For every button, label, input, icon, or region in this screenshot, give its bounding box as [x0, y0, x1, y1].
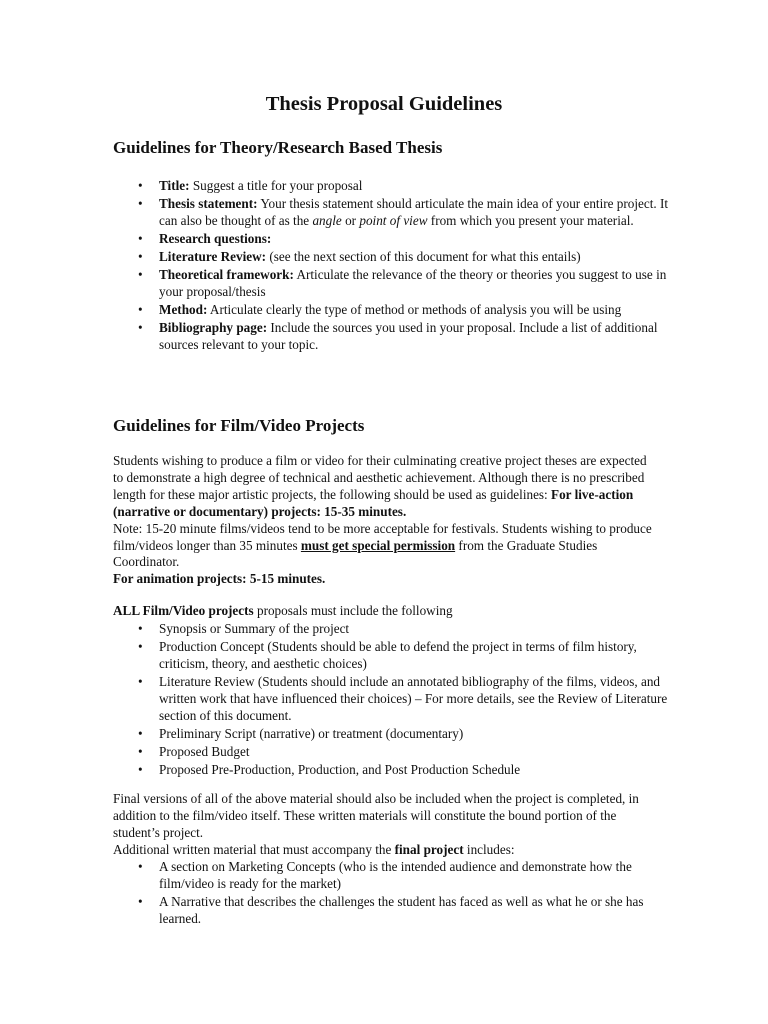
- list-item: • Research questions:: [113, 230, 673, 247]
- page-title: Thesis Proposal Guidelines: [265, 93, 503, 115]
- list-item: • A section on Marketing Concepts (who is the intended audience and demonstrate how the film/video is ready for the market): [113, 858, 673, 892]
- film-intro-paragraph: Students wishing to produce a film or video for their culminating creative project theses are expected to demonstrate a high degree of technical and aesthetic achievement. Although there is no prescribed length for these major artistic projects, the following should be used as guidelines: For live-action (narrative or documentary) projects: 15-35 minutes. Note: 15-20 minute films/videos tend to be more acceptable for festivals. Students wishing to produce film/videos longer than 35 minutes must get special permission from the Graduate Studies Coordinator. For animation projects: 5-15 minutes.: [113, 453, 652, 587]
- film-heading: Guidelines for Film/Video Projects: [113, 416, 365, 435]
- list-item: • Production Concept (Students should be able to defend the project in terms of film history, criticism, theory, and aesthetic choices): [113, 638, 673, 672]
- list-item: • Literature Review (Students should include an annotated bibliography of the films, videos, and written work that have influenced their choices) – For more details, see the Review of Literature section of this document.: [113, 673, 673, 724]
- final-versions-paragraph: Final versions of all of the above material should also be included when the project is completed, in addition to the film/video itself. These written materials will constitute the bound portion of the student’s project. Additional written material that must accompany the final project includes:: [113, 791, 639, 857]
- list-item: • Theoretical framework: Articulate the relevance of the theory or theories you suggest to use in your proposal/thesis: [113, 266, 673, 300]
- final-project-list: [113, 858, 673, 928]
- list-item: • Thesis statement: Your thesis statement should articulate the main idea of your entire project. It can also be thought of as the angle or point of view from which you present your material.: [113, 195, 673, 229]
- list-item: • A Narrative that describes the challenges the student has faced as well as what he or she has learned.: [113, 893, 673, 927]
- film-requirements-list: [113, 620, 673, 779]
- all-projects-intro: ALL Film/Video projects proposals must include the following: [113, 603, 453, 618]
- list-item: • Synopsis or Summary of the project: [113, 620, 673, 637]
- list-item: • Proposed Pre-Production, Production, and Post Production Schedule: [113, 761, 673, 778]
- theory-list: [113, 177, 673, 354]
- list-item: • Preliminary Script (narrative) or treatment (documentary): [113, 725, 673, 742]
- list-item: • Proposed Budget: [113, 743, 673, 760]
- list-item: • Literature Review: (see the next section of this document for what this entails): [113, 248, 673, 265]
- list-item: • Bibliography page: Include the sources you used in your proposal. Include a list of additional sources relevant to your topic.: [113, 319, 673, 353]
- theory-heading: Guidelines for Theory/Research Based Thesis: [113, 138, 443, 157]
- list-item: • Method: Articulate clearly the type of method or methods of analysis you will be using: [113, 301, 673, 318]
- list-item: • Title: Suggest a title for your proposal: [113, 177, 673, 194]
